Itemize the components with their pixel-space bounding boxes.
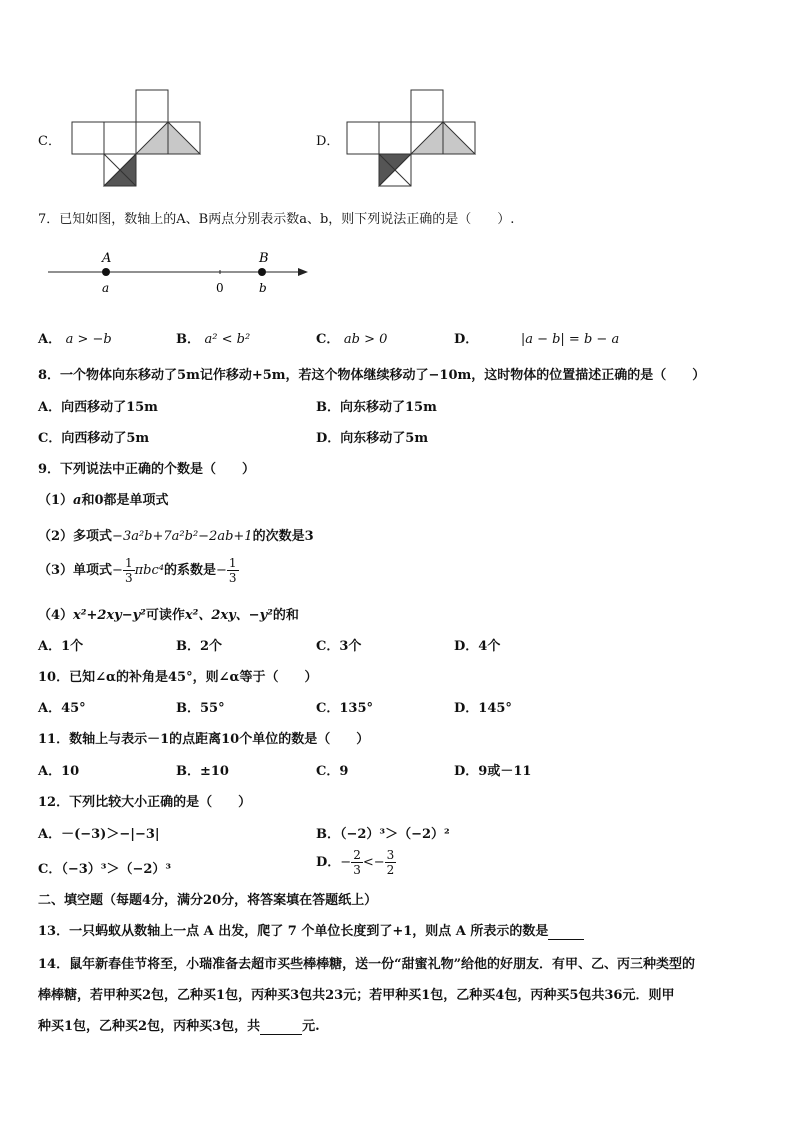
opt-math: a > −b [65,332,112,347]
q6-option-c-label: C． [38,134,61,149]
q14-line-3: 种买1包，乙种买2包，丙种买3包，共 元. [38,1019,320,1034]
q11-stem: 11．数轴上与表示－1的点距离10个单位的数是（ ） [38,732,370,747]
q14-line-2: 棒棒糖，若甲种买2包，乙种买1包，丙种买3包共23元；若甲种买1包，乙种买4包，丙种买5包共36元．则甲 [38,988,675,1003]
q9-option-b[interactable]: B．2个 [176,639,223,654]
q12-option-c[interactable]: C．（−3）³＞（−2）³ [38,862,172,877]
opt-letter: A． [38,332,62,347]
q9-option-c[interactable]: C．3个 [316,639,362,654]
opt-letter: B． [176,332,200,347]
value-b-label: b [259,281,267,295]
section-fill-in-title: 二、填空题（每题4分，满分20分，将答案填在答题纸上） [38,893,378,908]
q7-option-a[interactable] [38,328,112,347]
q10-option-a[interactable]: A．45° [38,701,86,716]
point-a-label: A [102,251,112,266]
q6-net-d [345,89,480,187]
zero-label: 0 [216,281,224,295]
q8-stem: 8．一个物体向东移动了5m记作移动+5m，若这个物体继续移动了−10m，这时物体的位置描述正确的是（ ） [38,368,706,383]
point-b-dot [258,268,266,276]
q6-option-d-label: D． [316,134,340,149]
q7-number-line [44,248,314,298]
point-b-label: B [259,251,269,266]
point-a-dot [102,268,110,276]
q11-option-b[interactable]: B．±10 [176,764,229,779]
q9-statement-2: （2）多项式−3a²b+7a²b²−2ab+1的次数是3 [38,529,314,544]
q9-statement-4: （4）x²+2xy−y²可读作x²、2xy、−y²的和 [38,608,299,623]
q10-option-d[interactable]: D．145° [454,701,512,716]
opt-letter: C． [316,332,340,347]
q10-stem: 10．已知∠α的补角是45°，则∠α等于（ ） [38,670,318,685]
q7-stem: 7．已知如图，数轴上的A、B两点分别表示数a、b，则下列说法正确的是（ ）. [38,212,515,227]
opt-letter: D． [454,332,479,347]
q9-stem: 9．下列说法中正确的个数是（ ） [38,462,256,477]
value-a-label: a [102,281,110,295]
opt-math: ab > 0 [343,332,388,347]
opt-math: a² < b² [204,332,251,347]
opt-math: |a − b| = b − a [520,332,620,347]
q13-stem: 13．一只蚂蚁从数轴上一点 A 出发，爬了 7 个单位长度到了+1，则点 A 所表示的数是 [38,920,584,940]
q14-line-1: 14．鼠年新春佳节将至，小瑞准备去超市买些棒棒糖，送一份“甜蜜礼物”给他的好朋友．有甲、乙、丙三种类型的 [38,957,696,972]
q12-option-a[interactable]: A．－(−3)＞−|−3| [38,827,160,842]
q13-answer-blank[interactable] [548,924,584,940]
q7-option-d[interactable] [454,328,619,347]
q9-statement-3: （3）单项式− $\frac{1}{3}$ πbc⁴的系数是− $\frac{1}{3}$ [38,556,237,585]
q11-option-a[interactable]: A．10 [38,764,80,779]
q9-option-a[interactable]: A．1个 [38,639,84,654]
q8-option-d[interactable]: D．向东移动了5m [316,431,429,446]
q11-option-c[interactable]: C．9 [316,764,349,779]
q8-option-b[interactable]: B．向东移动了15m [316,400,437,415]
q11-option-d[interactable]: D．9或－11 [454,764,532,779]
q7-option-c[interactable] [316,328,387,347]
q10-option-c[interactable]: C．135° [316,701,373,716]
q12-option-d[interactable]: D．− $\frac{2}{3}$ <− $\frac{3}{2}$ [316,848,395,877]
q8-option-c[interactable]: C．向西移动了5m [38,431,150,446]
q14-answer-blank[interactable] [260,1019,302,1035]
q10-option-b[interactable]: B．55° [176,701,225,716]
q9-statement-1: （1）a和0都是单项式 [38,493,169,508]
q12-option-b[interactable]: B．（−2）³＞（−2）² [316,827,450,842]
q12-stem: 12．下列比较大小正确的是（ ） [38,795,252,810]
q6-net-c [70,89,205,187]
q9-option-d[interactable]: D．4个 [454,639,501,654]
q7-option-b[interactable] [176,328,250,347]
q8-option-a[interactable]: A．向西移动了15m [38,400,158,415]
